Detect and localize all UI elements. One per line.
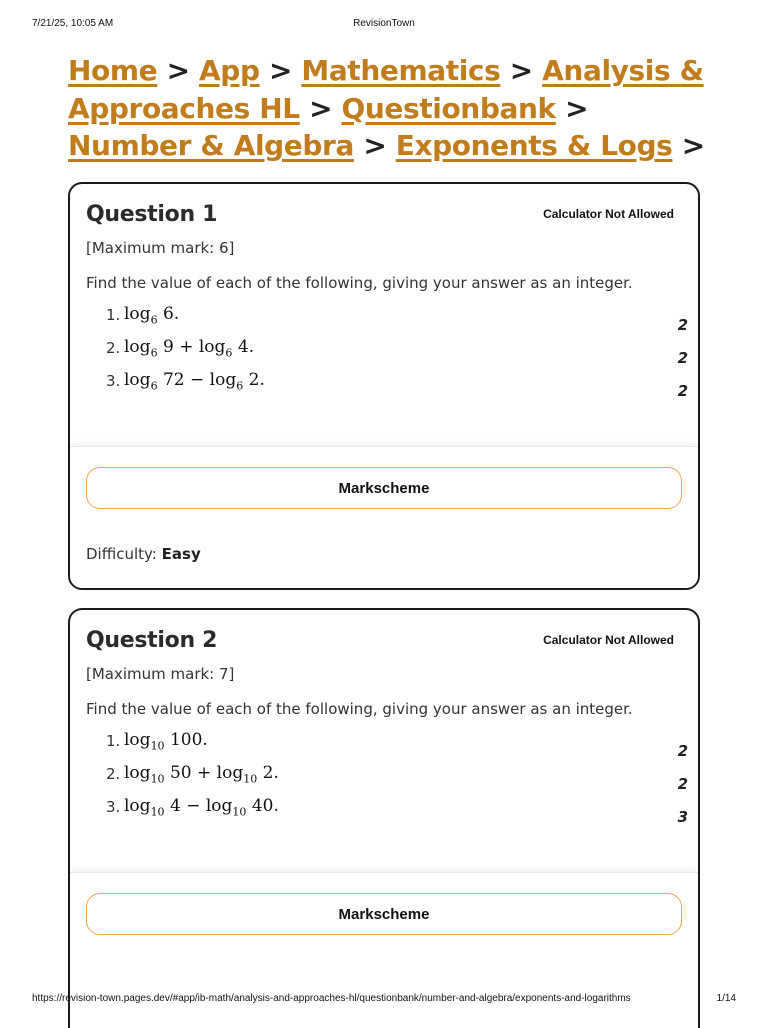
log-base: 6 [225, 346, 233, 360]
print-datetime: 7/21/25, 10:05 AM [32, 18, 114, 29]
print-page-title: RevisionTown [353, 18, 415, 29]
part-number: 1. [106, 732, 121, 750]
part-expression: $\log_{10} 50 + \log_{10} 2$. [124, 763, 279, 786]
log-argument: 4. [237, 337, 255, 357]
breadcrumb-separator: > [268, 54, 293, 87]
log-base: 6 [150, 313, 158, 327]
question-part [106, 765, 686, 798]
print-header [0, 18, 768, 32]
part-expression: $\log_6 9 + \log_6 4$. [124, 337, 255, 360]
log-argument: 40. [251, 796, 279, 816]
question-footer [70, 446, 698, 588]
part-expression: $\log_6 6$. [124, 304, 180, 327]
breadcrumb-topic-link[interactable]: Number & Algebra [68, 129, 354, 162]
maximum-mark: [Maximum mark: 6] [86, 239, 235, 257]
log-argument: 6. [162, 304, 180, 324]
markscheme-button[interactable]: Markscheme [86, 467, 682, 509]
operator: − [190, 370, 205, 390]
part-mark: 2 [677, 349, 688, 367]
breadcrumb-subtopic-link[interactable]: Exponents & Logs [395, 129, 673, 162]
difficulty [86, 545, 201, 563]
log-base: 6 [150, 379, 158, 393]
log-argument: 4 [169, 796, 181, 816]
part-number: 3. [106, 798, 121, 816]
breadcrumb [68, 52, 718, 165]
question-card [68, 608, 700, 1028]
question-card [68, 182, 700, 590]
difficulty-value: Easy [161, 545, 201, 563]
breadcrumb-separator: > [509, 54, 533, 87]
part-number: 1. [106, 306, 121, 324]
breadcrumb-separator: > [166, 54, 190, 87]
breadcrumb-questionbank-link[interactable]: Questionbank [341, 91, 556, 125]
operator: + [179, 337, 194, 357]
question-parts [106, 732, 686, 831]
log-argument: 2. [262, 763, 279, 783]
question-title: Question 2 [86, 628, 218, 653]
log-base: 10 [232, 805, 247, 819]
print-url: https://revision-town.pages.dev/#app/ib-math/analysis-and-approaches-hl/questionbank/number-and-algebra/exponents-and-logarithms [32, 993, 631, 1004]
breadcrumb-separator: > [363, 129, 387, 162]
question-part [106, 306, 686, 339]
markscheme-button[interactable]: Markscheme [86, 893, 682, 935]
part-number: 2. [106, 765, 121, 783]
log-argument: 9 [162, 337, 174, 357]
breadcrumb-app-link[interactable]: App [199, 54, 260, 87]
operator: + [197, 763, 212, 783]
print-footer [0, 993, 768, 1007]
part-expression: $\log_{10} 4 - \log_{10} 40$. [124, 796, 279, 819]
log-base: 10 [150, 805, 165, 819]
log-base: 10 [150, 772, 165, 786]
maximum-mark: [Maximum mark: 7] [86, 665, 235, 683]
breadcrumb-course-link[interactable]: Analysis & Approaches HL [68, 54, 704, 125]
part-mark: 2 [677, 775, 688, 793]
question-part [106, 732, 686, 765]
calculator-note: Calculator Not Allowed [543, 207, 674, 221]
part-mark: 2 [677, 742, 688, 760]
log-base: 10 [243, 772, 258, 786]
log-base: 6 [150, 346, 158, 360]
part-mark: 2 [677, 316, 688, 334]
part-number: 3. [106, 372, 121, 390]
question-parts [106, 306, 686, 405]
breadcrumb-mathematics-link[interactable]: Mathematics [301, 54, 501, 87]
breadcrumb-separator: > [309, 91, 333, 125]
question-part [106, 798, 686, 831]
question-part [106, 372, 686, 405]
question-part [106, 339, 686, 372]
part-expression: $\log_6 72 - \log_6 2$. [124, 370, 265, 393]
log-argument: 50 [169, 763, 192, 783]
print-page-number: 1/14 [716, 993, 736, 1004]
operator: − [186, 796, 201, 816]
question-prompt: Find the value of each of the following, giving your answer as an integer. [86, 274, 633, 292]
log-argument: 2. [248, 370, 265, 390]
log-argument: 72 [162, 370, 185, 390]
part-expression: $\log_{10} 100$. [124, 730, 208, 753]
part-mark: 3 [677, 808, 688, 826]
question-prompt: Find the value of each of the following, giving your answer as an integer. [86, 700, 633, 718]
part-mark: 2 [677, 382, 688, 400]
part-number: 2. [106, 339, 121, 357]
difficulty-label: Difficulty: [86, 545, 157, 563]
breadcrumb-separator: > [681, 129, 705, 162]
log-base: 6 [236, 379, 244, 393]
breadcrumb-separator: > [565, 91, 589, 125]
log-base: 10 [150, 739, 165, 753]
calculator-note: Calculator Not Allowed [543, 633, 674, 647]
question-title: Question 1 [86, 202, 218, 227]
log-argument: 100. [169, 730, 208, 750]
breadcrumb-home-link[interactable]: Home [68, 54, 158, 87]
